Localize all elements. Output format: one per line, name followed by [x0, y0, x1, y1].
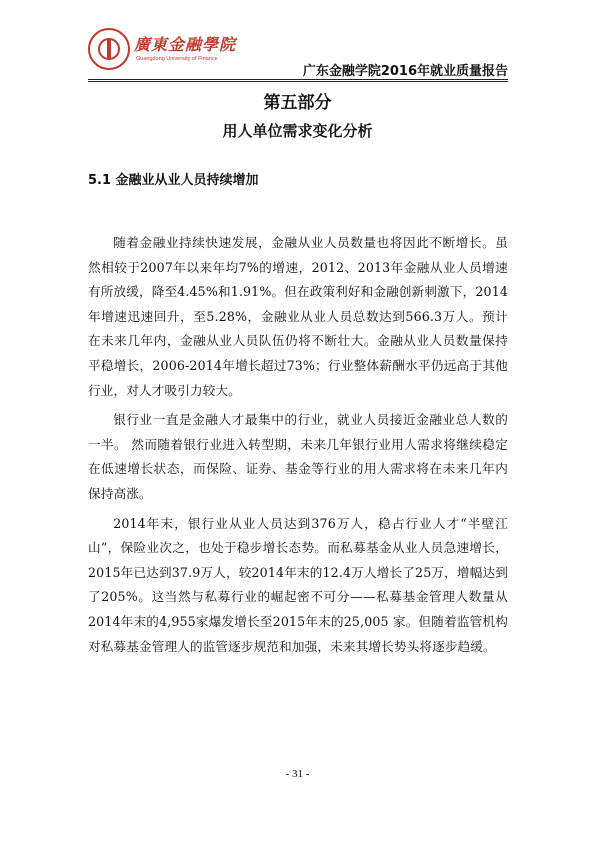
report-title: 广东金融学院2016年就业质量报告	[302, 64, 508, 79]
header-divider-secondary	[88, 81, 508, 82]
university-emblem-icon	[88, 28, 130, 70]
paragraph: 随着金融业持续快速发展，金融从业人员数量也将因此不断增长。虽然相较于2007年以来年均7%的增速，2012、2013年金融从业人员增速有所放缓，降至4.45%和1.91%。但在政策利好和金融创新刺激下，2014年增速迅速回升，至5.28%，金融业从业人员总数达到566.3万人。预计在未来几年内，金融从业人员队伍仍将不断壮大。金融从业人员数量保持平稳增长，2006-2014年增长超过73%；行业整体薪酬水平仍远高于其他行业，对人才吸引力较大。	[88, 235, 509, 398]
section-body	[88, 231, 508, 664]
chapter-title: 用人单位需求变化分析	[222, 122, 373, 140]
header-divider	[88, 79, 508, 80]
university-logo	[88, 22, 238, 80]
page-header	[88, 22, 508, 84]
part-title: 第五部分	[263, 93, 332, 113]
page-number: - 31 -	[285, 768, 310, 780]
paragraph: 银行业一直是金融人才最集中的行业，就业人员接近金融业总人数的一半。 然而随着银行业进入转型期，未来几年银行业用人需求将继续稳定在低速增长状态，而保险、证券、基金等行业的用人需求将在未来几年内保持高涨。	[88, 412, 508, 501]
paragraph: 2014年末，银行业从业人员达到376万人，稳占行业人才“半壁江山”，保险业次之，也处于稳步增长态势。而私募基金从业人员急速增长，2015年已达到37.9万人，较2014年末的12.4万人增长了25万，增幅达到了205%。这当然与私募行业的崛起密不可分——私募基金管理人数量从2014年末的4,955家爆发增长至2015年末的25,005 家。但随着监管机构对私募基金管理人的监管逐步规范和加强，未来其增长势头将逐步趋缓。	[88, 515, 508, 654]
section-heading: 5.1 金融业从业人员持续增加	[88, 173, 259, 188]
logo-text-en: Guangdong University of Finance	[136, 56, 218, 62]
logo-text-cn: 廣東金融學院	[134, 35, 237, 54]
